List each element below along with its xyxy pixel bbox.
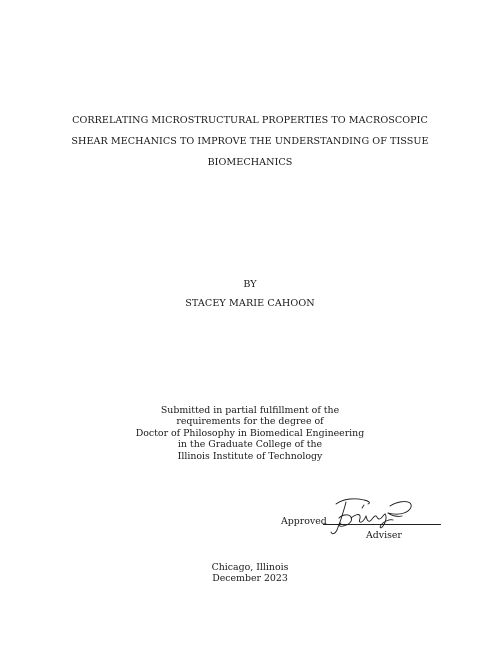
author-name: STACEY MARIE CAHOON [185,298,315,309]
title-line-1: CORRELATING MICROSTRUCTURAL PROPERTIES TO MACROSCOPIC [72,115,428,126]
submission-line-4: in the Graduate College of the [177,439,323,451]
by-label: BY [243,279,257,290]
submission-line-1: Submitted in partial fulfillment of the [160,405,340,416]
submission-line-3: Doctor of Philosophy in Biomedical Engineering [135,427,365,439]
place-and-date [0,562,500,585]
submission-line-5: Illinois Institute of Technology [177,450,323,462]
city-state: Chicago, Illinois [211,562,289,573]
approved-label: Approved [281,516,327,527]
adviser-label: Adviser [366,530,402,541]
submission-date: December 2023 [212,573,288,585]
title-line-3: BIOMECHANICS [207,157,293,168]
title-line-2: SHEAR MECHANICS TO IMPROVE THE UNDERSTANDING OF TISSUE [71,136,429,147]
submission-line-2: requirements for the degree of [176,416,324,428]
